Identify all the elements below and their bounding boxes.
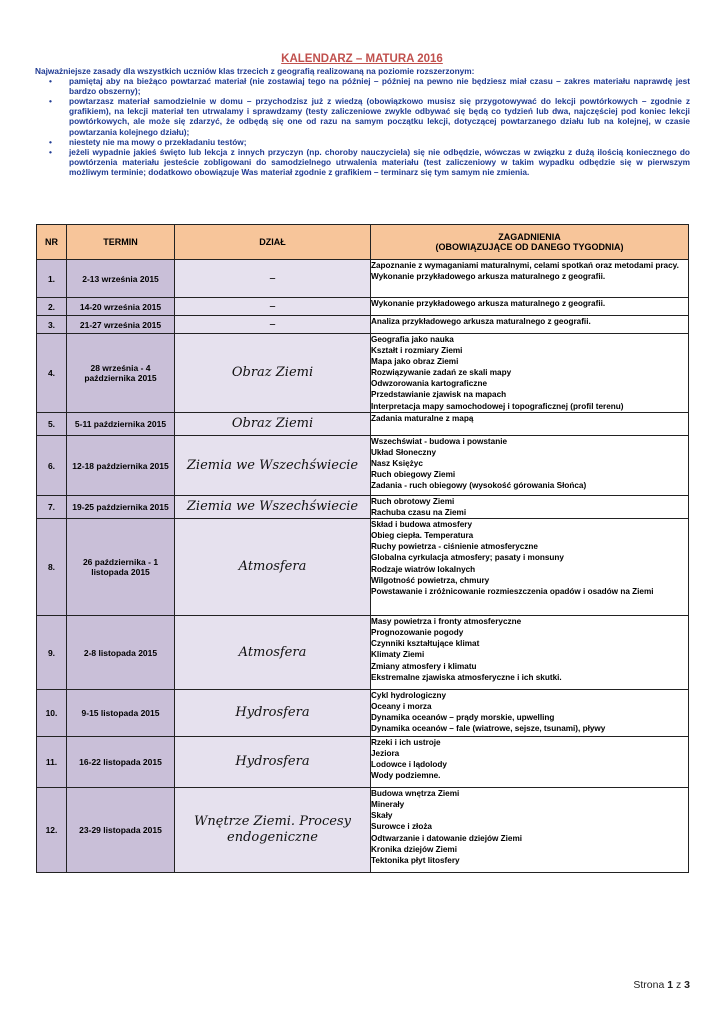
header-nr: NR bbox=[37, 225, 67, 260]
row-section: – bbox=[175, 298, 371, 316]
topic-item: Zadania maturalne z mapą bbox=[371, 414, 474, 423]
row-number: 3. bbox=[37, 316, 67, 334]
row-section: Hydrosfera bbox=[175, 737, 371, 788]
topic-item: Rachuba czasu na Ziemi bbox=[371, 508, 467, 518]
row-number: 1. bbox=[37, 260, 67, 298]
row-section: Obraz Ziemi bbox=[175, 413, 371, 436]
table-row bbox=[37, 316, 689, 334]
row-topics bbox=[371, 316, 689, 334]
topic-item: Czynniki kształtujące klimat bbox=[371, 639, 480, 649]
table-row bbox=[37, 334, 689, 413]
page-title: KALENDARZ – MATURA 2016 bbox=[281, 53, 443, 65]
row-term: 5-11 października 2015 bbox=[67, 413, 175, 436]
row-term: 28 września - 4 października 2015 bbox=[67, 334, 175, 413]
row-topics bbox=[371, 690, 689, 737]
page-label: Strona bbox=[633, 979, 665, 991]
row-number: 6. bbox=[37, 436, 67, 496]
row-term: 21-27 września 2015 bbox=[67, 316, 175, 334]
topic-item: Klimaty Ziemi bbox=[371, 650, 425, 660]
header-zagadnienia bbox=[371, 225, 689, 260]
table-row bbox=[37, 413, 689, 436]
topic-item: Budowa wnętrza Ziemi bbox=[371, 789, 460, 799]
row-topics bbox=[371, 436, 689, 496]
topic-item: Lodowce i lądolody bbox=[371, 760, 447, 770]
topic-item: Nasz Księżyc bbox=[371, 459, 423, 469]
topic-item: Ruchy powietrza - ciśnienie atmosferyczne bbox=[371, 542, 538, 552]
topic-item: Tektonika płyt litosfery bbox=[371, 855, 460, 865]
row-number: 2. bbox=[37, 298, 67, 316]
topic-item: Minerały bbox=[371, 800, 405, 810]
row-section: – bbox=[175, 260, 371, 298]
topic-item: Odwzorowania kartograficzne bbox=[371, 379, 488, 389]
table-row bbox=[37, 260, 689, 298]
topic-item: Ekstremalne zjawiska atmosferyczne i ich skutki. bbox=[371, 672, 562, 682]
row-number: 5. bbox=[37, 413, 67, 436]
row-topics bbox=[371, 413, 689, 436]
row-number: 8. bbox=[37, 519, 67, 616]
row-topics bbox=[371, 334, 689, 413]
topic-item: Wilgotność powietrza, chmury bbox=[371, 575, 490, 585]
row-term: 2-8 listopada 2015 bbox=[67, 616, 175, 690]
row-topics bbox=[371, 298, 689, 316]
table-row bbox=[37, 436, 689, 496]
row-term: 26 października - 1 listopada 2015 bbox=[67, 519, 175, 616]
row-term: 14-20 września 2015 bbox=[67, 298, 175, 316]
topic-item: Interpretacja mapy samochodowej i topograficznej (profil terenu) bbox=[371, 401, 624, 411]
row-number: 9. bbox=[37, 616, 67, 690]
rules-heading: Najważniejsze zasady dla wszystkich uczniów klas trzecich z geografią realizowaną na poziomie rozszerzonym: bbox=[35, 66, 475, 76]
row-term: 9-15 listopada 2015 bbox=[67, 690, 175, 737]
page-separator: z bbox=[675, 979, 682, 991]
table-header-row bbox=[37, 225, 689, 260]
row-term: 12-18 października 2015 bbox=[67, 436, 175, 496]
topic-item: Skały bbox=[371, 811, 393, 821]
topic-item: Zadania - ruch obiegowy (wysokość górowania Słońca) bbox=[371, 481, 587, 491]
topic-item: Układ Słoneczny bbox=[371, 448, 437, 458]
row-term: 16-22 listopada 2015 bbox=[67, 737, 175, 788]
rule-item: • niestety nie ma mowy o przekładaniu testów; bbox=[69, 137, 690, 147]
row-number: 11. bbox=[37, 737, 67, 788]
header-zagadnienia-subtitle: (OBOWIĄZUJĄCE OD DANEGO TYGODNIA) bbox=[435, 242, 624, 252]
rules-list bbox=[35, 76, 690, 177]
row-term: 2-13 września 2015 bbox=[67, 260, 175, 298]
calendar-table bbox=[36, 224, 689, 873]
topic-item: Cykl hydrologiczny bbox=[371, 691, 447, 701]
topic-item: Ruch obrotowy Ziemi bbox=[371, 497, 455, 506]
rule-item: • powtarzasz materiał samodzielnie w domu – przychodzisz już z wiedzą (obowiązkowo musisz się przygotowywać do lekcji powtórkowych – zgodnie z grafikiem), na lekcji materiał ten utrwalamy i sprawdzamy (testy zaliczeniowe zwykle odbywać się będą co tydzień lub dwa, najczęściej pod koniec lekcji powtórkowych, ale może się zdarzyć, że odbędą się one od razu na samym początku lekcji, dotyczącej powtarzanego działu lub na kolejnej, w czasie powtarzania kolejnego działu); bbox=[69, 96, 690, 136]
header-zagadnienia-title: ZAGADNIENIA bbox=[498, 232, 561, 242]
row-section: Wnętrze Ziemi. Procesy endogeniczne bbox=[175, 788, 371, 873]
row-topics bbox=[371, 616, 689, 690]
topic-item: Ruch obiegowy Ziemi bbox=[371, 470, 456, 480]
topic-item: Prognozowanie pogody bbox=[371, 628, 464, 638]
topic-item: Rozwiązywanie zadań ze skali mapy bbox=[371, 368, 512, 378]
row-section: Ziemia we Wszechświecie bbox=[175, 496, 371, 519]
total-pages: 3 bbox=[684, 979, 690, 991]
table-row bbox=[37, 616, 689, 690]
row-term: 19-25 października 2015 bbox=[67, 496, 175, 519]
table-row bbox=[37, 519, 689, 616]
topic-item: Zapoznanie z wymaganiami maturalnymi, celami spotkań oraz metodami pracy. bbox=[371, 261, 679, 270]
row-number: 10. bbox=[37, 690, 67, 737]
row-section: Atmosfera bbox=[175, 616, 371, 690]
topic-item: Wszechświat - budowa i powstanie bbox=[371, 437, 508, 446]
topic-item: Obieg ciepła. Temperatura bbox=[371, 531, 474, 541]
table-row bbox=[37, 788, 689, 873]
topic-item: Dynamika oceanów – prądy morskie, upwelling bbox=[371, 713, 555, 723]
row-section: – bbox=[175, 316, 371, 334]
topic-item: Przedstawianie zjawisk na mapach bbox=[371, 390, 507, 400]
topic-item: Odtwarzanie i datowanie dziejów Ziemi bbox=[371, 833, 523, 843]
table-row bbox=[37, 737, 689, 788]
row-section: Hydrosfera bbox=[175, 690, 371, 737]
row-number: 7. bbox=[37, 496, 67, 519]
row-section: Ziemia we Wszechświecie bbox=[175, 436, 371, 496]
topic-item: Wody podziemne. bbox=[371, 771, 441, 781]
header-dzial: DZIAŁ bbox=[175, 225, 371, 260]
rules-section bbox=[35, 66, 690, 177]
topic-item: Mapa jako obraz Ziemi bbox=[371, 357, 459, 367]
topic-item: Zmiany atmosfery i klimatu bbox=[371, 661, 477, 671]
table-row bbox=[37, 496, 689, 519]
row-topics bbox=[371, 260, 689, 298]
row-number: 4. bbox=[37, 334, 67, 413]
row-section: Obraz Ziemi bbox=[175, 334, 371, 413]
table-row bbox=[37, 298, 689, 316]
topic-item: Skład i budowa atmosfery bbox=[371, 520, 473, 530]
topic-item: Kronika dziejów Ziemi bbox=[371, 844, 457, 854]
current-page: 1 bbox=[667, 979, 674, 991]
rule-item: • pamiętaj aby na bieżąco powtarzać materiał (nie zostawiaj tego na później – później na pewno nie będziesz miał czasu – zakres materiału naprawdę jest bardzo obszerny); bbox=[69, 76, 690, 96]
topic-item: Wykonanie przykładowego arkusza maturalnego z geografii. bbox=[371, 299, 606, 308]
topic-item: Globalna cyrkulacja atmosfery; pasaty i monsuny bbox=[371, 553, 564, 563]
rule-item: • jeżeli wypadnie jakieś święto lub lekcja z innych przyczyn (np. choroby nauczyciela) się nie odbędzie, wówczas w związku z dużą ilością koniecznego do powtórzenia materiału jesteście zobligowani do samodzielnego utrwalenia materiału (test zaliczeniowy w takim wypadku odbędzie się w pierwszym możliwym terminie; dodatkowo obowiązuje Was materiał zgodnie z grafikiem – terminarz się tym samym nie zmienia. bbox=[69, 147, 690, 177]
topic-item: Kształt i rozmiary Ziemi bbox=[371, 346, 463, 356]
topic-item: Rzeki i ich ustroje bbox=[371, 738, 441, 748]
page-number bbox=[633, 979, 690, 991]
topic-item: Jeziora bbox=[371, 749, 400, 759]
row-topics bbox=[371, 788, 689, 873]
row-topics bbox=[371, 737, 689, 788]
table-row bbox=[37, 690, 689, 737]
header-termin: TERMIN bbox=[67, 225, 175, 260]
row-number: 12. bbox=[37, 788, 67, 873]
topic-item: Powstawanie i zróżnicowanie rozmieszczenia opadów i osadów na Ziemi bbox=[371, 586, 654, 596]
row-topics bbox=[371, 496, 689, 519]
topic-item: Masy powietrza i fronty atmosferyczne bbox=[371, 617, 522, 627]
topic-item: Oceany i morza bbox=[371, 702, 432, 712]
row-topics bbox=[371, 519, 689, 616]
row-term: 23-29 listopada 2015 bbox=[67, 788, 175, 873]
topic-item: Wykonanie przykładowego arkusza maturalnego z geografii. bbox=[371, 272, 606, 282]
topic-item: Dynamika oceanów – fale (wiatrowe, sejsze, tsunami), pływy bbox=[371, 724, 606, 734]
row-section: Atmosfera bbox=[175, 519, 371, 616]
topic-item: Rodzaje wiatrów lokalnych bbox=[371, 564, 476, 574]
topic-item: Surowce i złoża bbox=[371, 822, 432, 832]
topic-item: Geografia jako nauka bbox=[371, 335, 454, 344]
topic-item: Analiza przykładowego arkusza maturalnego z geografii. bbox=[371, 317, 591, 326]
